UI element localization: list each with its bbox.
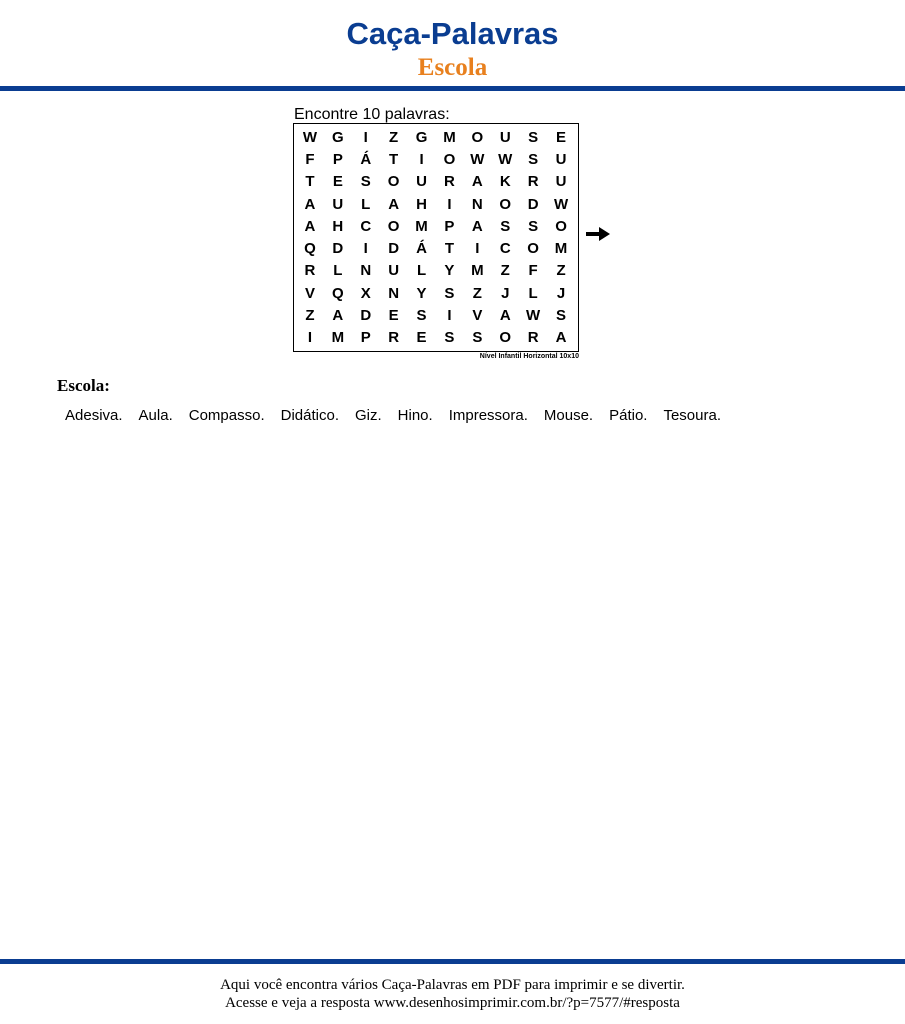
grid-cell: Á (360, 150, 372, 168)
grid-cell: C (360, 217, 372, 235)
grid-cell: A (332, 307, 344, 325)
footer-line-2: Acesse e veja a resposta www.desenhosimprimir.com.br/?p=7577/#resposta (225, 995, 680, 1011)
word-search-grid (293, 123, 579, 352)
grid-cell: U (555, 173, 567, 191)
grid-cell: W (553, 195, 569, 213)
grid-cell: V (304, 284, 315, 302)
grid-cell: S (500, 217, 511, 235)
grid-cell: R (527, 329, 539, 347)
wordlist-title: Escola: (57, 376, 110, 395)
grid-cell: E (416, 329, 427, 347)
grid-cell: Z (389, 128, 399, 146)
grid-cell: M (331, 329, 345, 347)
grid-cell: S (360, 173, 371, 191)
grid-cell: I (475, 240, 480, 258)
grid-cell: H (416, 195, 427, 213)
grid-cell: L (528, 284, 538, 302)
grid-cell: O (471, 128, 484, 146)
grid-cell: I (363, 128, 368, 146)
grid-cell: J (501, 284, 510, 302)
grid-cell: T (305, 173, 315, 191)
grid-cell: Z (500, 262, 510, 280)
grid-cell: Q (332, 284, 344, 302)
grid-cell: I (447, 195, 452, 213)
arrow-right-icon (586, 226, 610, 242)
word-list (57, 406, 857, 426)
grid-cell: S (528, 217, 539, 235)
grid-cell: T (389, 150, 399, 168)
grid-cell: K (499, 173, 511, 191)
grid-cell: O (387, 173, 400, 191)
grid-cell: T (444, 240, 455, 258)
grid-cell: A (471, 217, 483, 235)
grid-cell: S (528, 150, 539, 168)
grid-cell: S (444, 329, 455, 347)
grid-cell: J (556, 284, 566, 302)
grid-cell: L (333, 262, 343, 280)
grid-cell: F (528, 262, 538, 280)
page-subtitle: Escola (417, 54, 488, 81)
grid-cell: F (305, 150, 315, 168)
grid-cell: G (415, 128, 428, 146)
grid-cell: A (499, 307, 511, 325)
word-item: Pátio. (609, 407, 648, 424)
grid-cell: Q (304, 240, 316, 258)
grid-cell: C (499, 240, 511, 258)
grid-cell: O (499, 329, 512, 347)
word-item: Didático. (280, 407, 339, 424)
grid-cell: N (360, 262, 372, 280)
grid-cell: D (332, 240, 344, 258)
grid-cell: M (471, 262, 484, 280)
grid-cell: A (304, 195, 316, 213)
grid-cell: A (555, 329, 567, 347)
grid-cell: M (554, 240, 568, 258)
grid-cell: O (499, 195, 512, 213)
grid-cell: A (388, 195, 400, 213)
grid-cell: M (443, 128, 456, 146)
grid-cell: V (472, 307, 483, 325)
grid-cell: U (555, 150, 567, 168)
grid-cell: E (556, 128, 567, 146)
grid-cell: Z (556, 262, 566, 280)
grid-cell: S (528, 128, 539, 146)
grid-cell: D (388, 240, 400, 258)
grid-cell: G (332, 128, 344, 146)
grid-cell: X (360, 284, 371, 302)
grid-cell: R (527, 173, 539, 191)
grid-cell: I (307, 329, 313, 347)
grid-cell: Z (305, 307, 315, 325)
grid-cell: N (471, 195, 483, 213)
grid-cell: W (470, 150, 485, 168)
grid-cell: A (471, 173, 483, 191)
grid-cell: I (363, 240, 368, 258)
grid-cell: W (302, 128, 318, 146)
grid-cell: S (472, 329, 483, 347)
word-item: Mouse. (543, 407, 594, 424)
grid-cell: H (332, 217, 344, 235)
grid-cell: R (388, 329, 400, 347)
grid-cell: S (556, 307, 567, 325)
word-item: Impressora. (448, 407, 528, 424)
grid-cell: I (419, 150, 424, 168)
grid-cell: O (555, 217, 567, 235)
grid-cell: S (416, 307, 427, 325)
level-label: Nível Infantil Horizontal 10x10 (479, 353, 579, 360)
grid-cell: E (332, 173, 343, 191)
grid-cell: W (498, 150, 513, 168)
grid-cell: L (416, 262, 427, 280)
bottom-divider (0, 959, 905, 964)
grid-cell: U (388, 262, 400, 280)
grid-cell: R (444, 173, 455, 191)
word-item: Compasso. (188, 407, 265, 424)
grid-cell: O (527, 240, 539, 258)
grid-cell: Á (416, 240, 427, 258)
grid-cell: U (499, 128, 511, 146)
grid-cell: A (304, 217, 316, 235)
grid-cell: Y (444, 262, 455, 280)
grid-cell: E (388, 307, 399, 325)
footer-line-1: Aqui você encontra vários Caça-Palavras em PDF para imprimir e se divertir. (220, 977, 685, 993)
grid-cell: S (444, 284, 455, 302)
grid-cell: O (387, 217, 400, 235)
word-item: Giz. (354, 407, 382, 424)
grid-cell: D (527, 195, 539, 213)
puzzle-instruction: Encontre 10 palavras: (294, 106, 450, 123)
grid-cell: U (416, 173, 427, 191)
grid-cell: O (443, 150, 456, 168)
word-item: Aula. (138, 407, 173, 424)
word-item: Hino. (397, 407, 433, 424)
grid-cell: U (332, 195, 344, 213)
page-title: Caça-Palavras (346, 16, 559, 51)
grid-cell: D (360, 307, 372, 325)
grid-cell: W (526, 307, 541, 325)
top-divider (0, 86, 905, 91)
grid-cell: P (360, 329, 371, 347)
grid-cell: M (415, 217, 428, 235)
grid-cell: P (332, 150, 343, 168)
word-item: Tesoura. (663, 407, 721, 424)
grid-cell: P (444, 217, 455, 235)
grid-cell: Y (416, 284, 427, 302)
grid-cell: R (304, 262, 316, 280)
grid-cell: N (388, 284, 400, 302)
grid-cell: L (361, 195, 371, 213)
grid-cell: I (447, 307, 452, 325)
grid-cell: Z (472, 284, 482, 302)
word-item: Adesiva. (65, 407, 123, 424)
